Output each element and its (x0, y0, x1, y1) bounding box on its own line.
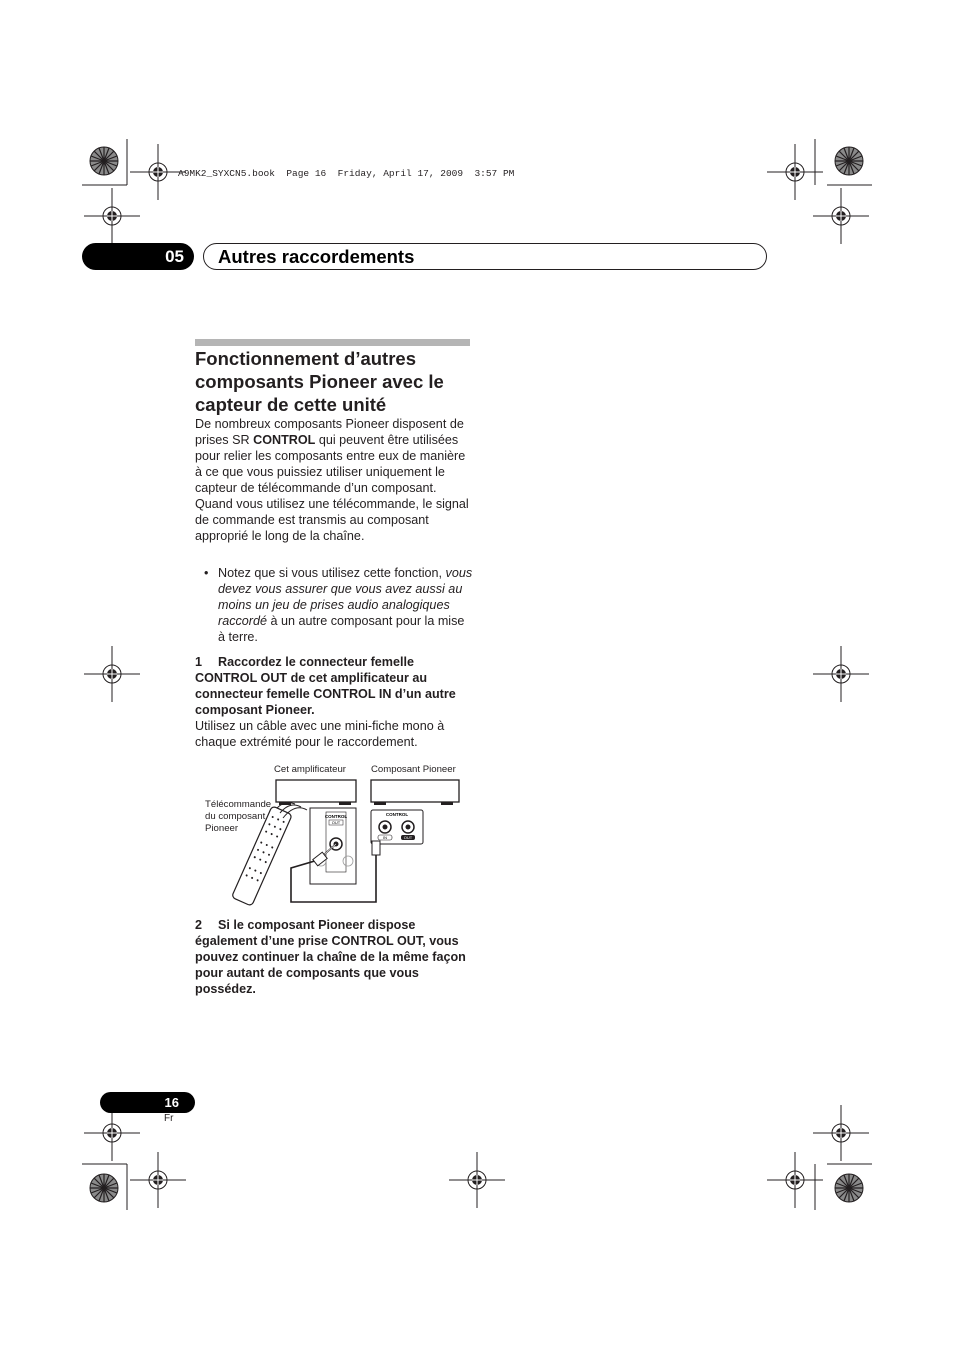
note-text-rest: à un autre composant pour la mise à terre. (218, 614, 465, 644)
page-number-badge: 16 (100, 1092, 195, 1113)
amp-jack-label-out: OUT (331, 820, 341, 825)
label-remote-line-1: Télécommande (205, 799, 272, 810)
comp-jack-label-control: CONTROL (385, 812, 409, 817)
intro-control-term: CONTROL (253, 433, 316, 447)
component-front-illustration (371, 780, 459, 802)
note-paragraph (218, 565, 473, 645)
section-title: Fonctionnement d’autres composants Pioneer avec le capteur de cette unité (195, 348, 444, 415)
amp-jack-label-control: CONTROL (324, 814, 348, 819)
comp-jack-label-out: OUT (403, 835, 413, 840)
step-1-body: Utilisez un câble avec une mini-fiche mono à chaque extrémité pour le raccordement. (195, 719, 445, 749)
step-1-number: 1 (195, 655, 203, 669)
page-language: Fr (164, 1113, 174, 1124)
label-remote-line-2: du composant (205, 811, 266, 822)
file-header: A9MK2_SYXCN5.book Page 16 Friday, April 17, 2009 3:57 PM (178, 168, 515, 179)
step-1-heading (195, 654, 473, 718)
intro-text-rest: qui peuvent être utilisées pour relier les composants entre eux de manière à ce que vous puissiez utiliser uniquement le capteur de télécommande d’un composant. Quand vous utilisez une télécommande, le signal de commande est transmis au composant approprié le long de la chaîne. (195, 433, 469, 543)
connection-diagram (225, 776, 475, 906)
note-text: Notez que si vous utilisez cette fonction, (218, 566, 446, 580)
step-1-title: Raccordez le connecteur femelle CONTROL OUT de cet amplificateur au connecteur femelle CONTROL IN d’un autre composant Pioneer. (195, 655, 456, 717)
note-emphasis: vous devez vous assurer que vous avez aussi au moins un jeu de prises audio analogiques raccordé (218, 566, 473, 628)
remote-control-illustration (231, 806, 292, 906)
cable-plug-component (372, 841, 380, 855)
bullet-marker: • (204, 566, 209, 580)
intro-paragraph (195, 416, 473, 544)
section-divider (195, 339, 470, 346)
label-remote-line-3: Pioneer (205, 823, 239, 834)
label-pioneer-component: Composant Pioneer (371, 764, 456, 775)
label-this-amplifier: Cet amplificateur (274, 764, 346, 775)
step-2-title: Si le composant Pioneer dispose également d’une prise CONTROL OUT, vous pouvez continuer la chaîne de la même façon pour autant de composants que vous possédez. (195, 918, 466, 996)
step-2-number: 2 (195, 918, 203, 932)
chapter-title: Autres raccordements (218, 246, 415, 267)
amplifier-front-illustration (276, 780, 356, 802)
chapter-number-badge: 05 (82, 243, 194, 270)
step-2-heading (195, 917, 473, 997)
comp-jack-label-in: IN (383, 835, 387, 840)
intro-text: De nombreux composants Pioneer disposent de prises SR (195, 417, 464, 447)
